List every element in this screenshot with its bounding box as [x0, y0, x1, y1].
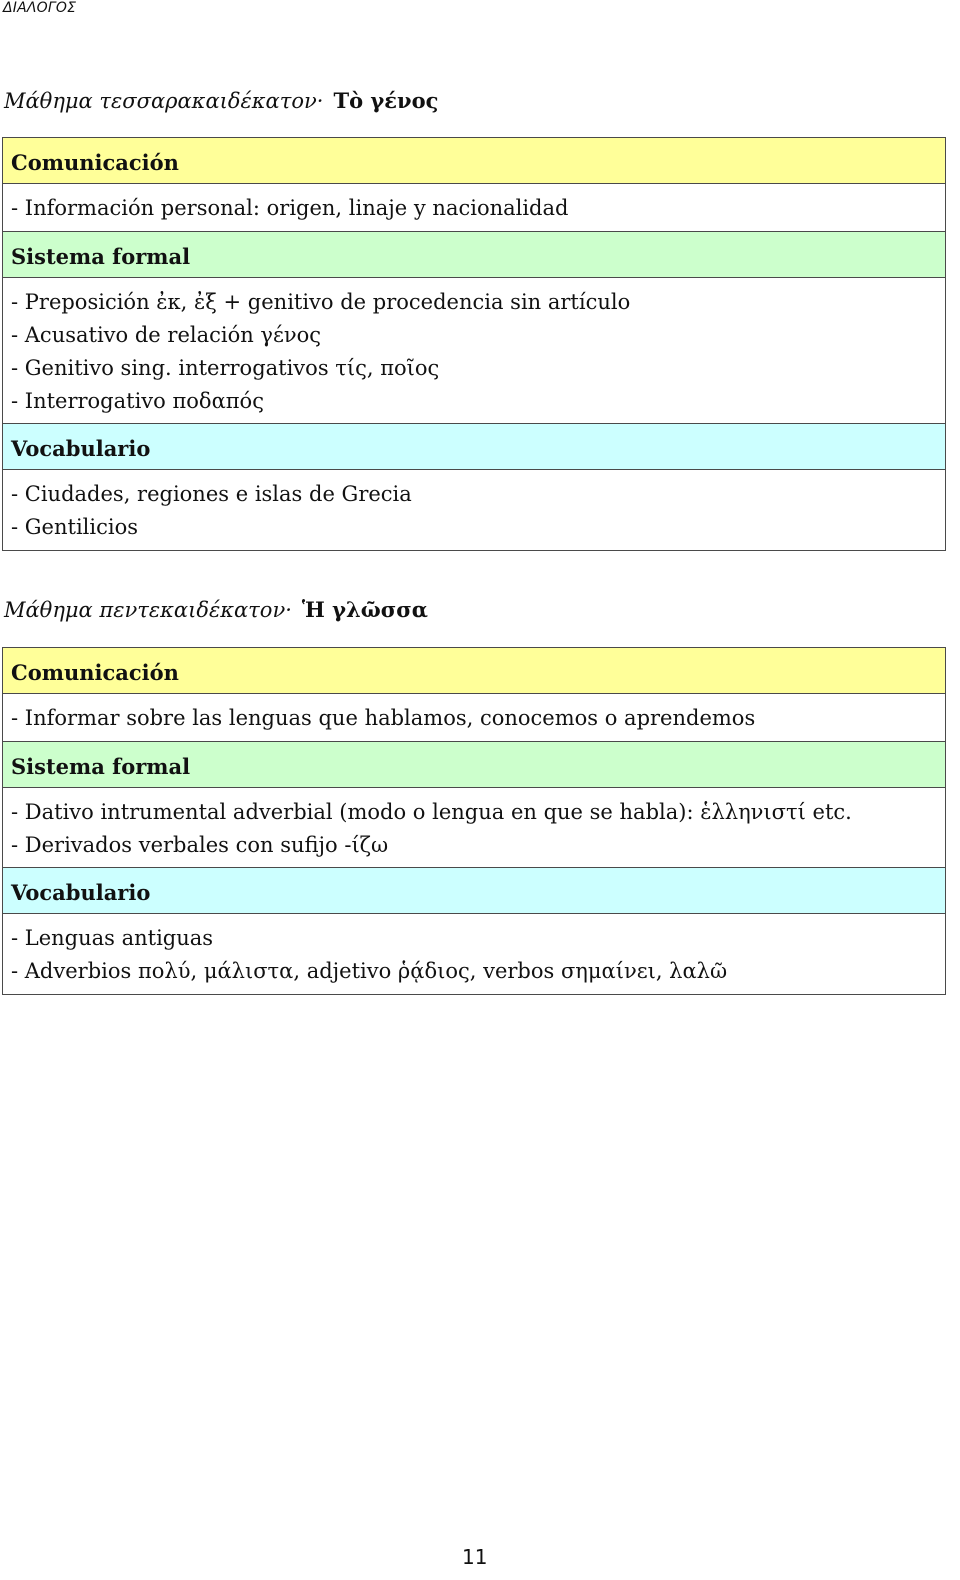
section-body-sistema-formal	[3, 788, 945, 868]
section-heading-sistema-formal: Sistema formal	[3, 742, 945, 788]
running-header: ΔΙΑΛΟΓΟΣ	[3, 0, 77, 16]
content-line: - Lenguas antiguas	[11, 926, 214, 950]
content-line: - Adverbios πολύ, μάλιστα, adjetivo ῥᾴδιος, verbos σημαίνει, λαλῶ	[11, 959, 728, 983]
lesson-table	[2, 137, 946, 551]
page-number: 11	[462, 1545, 488, 1569]
section-body-sistema-formal	[3, 278, 945, 424]
content-line: - Gentilicios	[11, 515, 138, 539]
content-line: - Acusativo de relación γένος	[11, 323, 322, 347]
content-line: - Interrogativo ποδαπός	[11, 389, 264, 413]
content-line: - Información personal: origen, linaje y nacionalidad	[11, 196, 569, 220]
section-heading-vocabulario: Vocabulario	[3, 424, 945, 470]
section-body-vocabulario	[3, 914, 945, 994]
section-heading-sistema-formal: Sistema formal	[3, 232, 945, 278]
section-body-comunicacion	[3, 184, 945, 232]
lesson-title-name: Τὸ γένος	[333, 88, 439, 113]
content-line: - Ciudades, regiones e islas de Grecia	[11, 482, 412, 506]
section-heading-vocabulario: Vocabulario	[3, 868, 945, 914]
lesson-table	[2, 647, 946, 995]
section-body-vocabulario	[3, 470, 945, 550]
content-line: - Derivados verbales con sufijo -ίζω	[11, 833, 389, 857]
section-body-comunicacion	[3, 694, 945, 742]
content-line: - Genitivo sing. interrogativos τίς, ποῖος	[11, 356, 440, 380]
lesson-title-greek: Μάθημα τεσσαρακαιδέκατον·	[4, 89, 324, 113]
content-line: - Informar sobre las lenguas que hablamos, conocemos o aprendemos	[11, 706, 756, 730]
lesson-title-name: Ἡ γλῶσσα	[301, 597, 428, 622]
section-heading-comunicacion: Comunicación	[3, 138, 945, 184]
lesson-title	[4, 88, 438, 113]
lesson-title	[4, 597, 428, 622]
section-heading-comunicacion: Comunicación	[3, 648, 945, 694]
lesson-title-greek: Μάθημα πεντεκαιδέκατον·	[4, 598, 292, 622]
content-line: - Dativo intrumental adverbial (modo o lengua en que se habla): ἑλληνιστί etc.	[11, 800, 852, 824]
content-line: - Preposición ἐκ, ἐξ + genitivo de procedencia sin artículo	[11, 290, 631, 314]
